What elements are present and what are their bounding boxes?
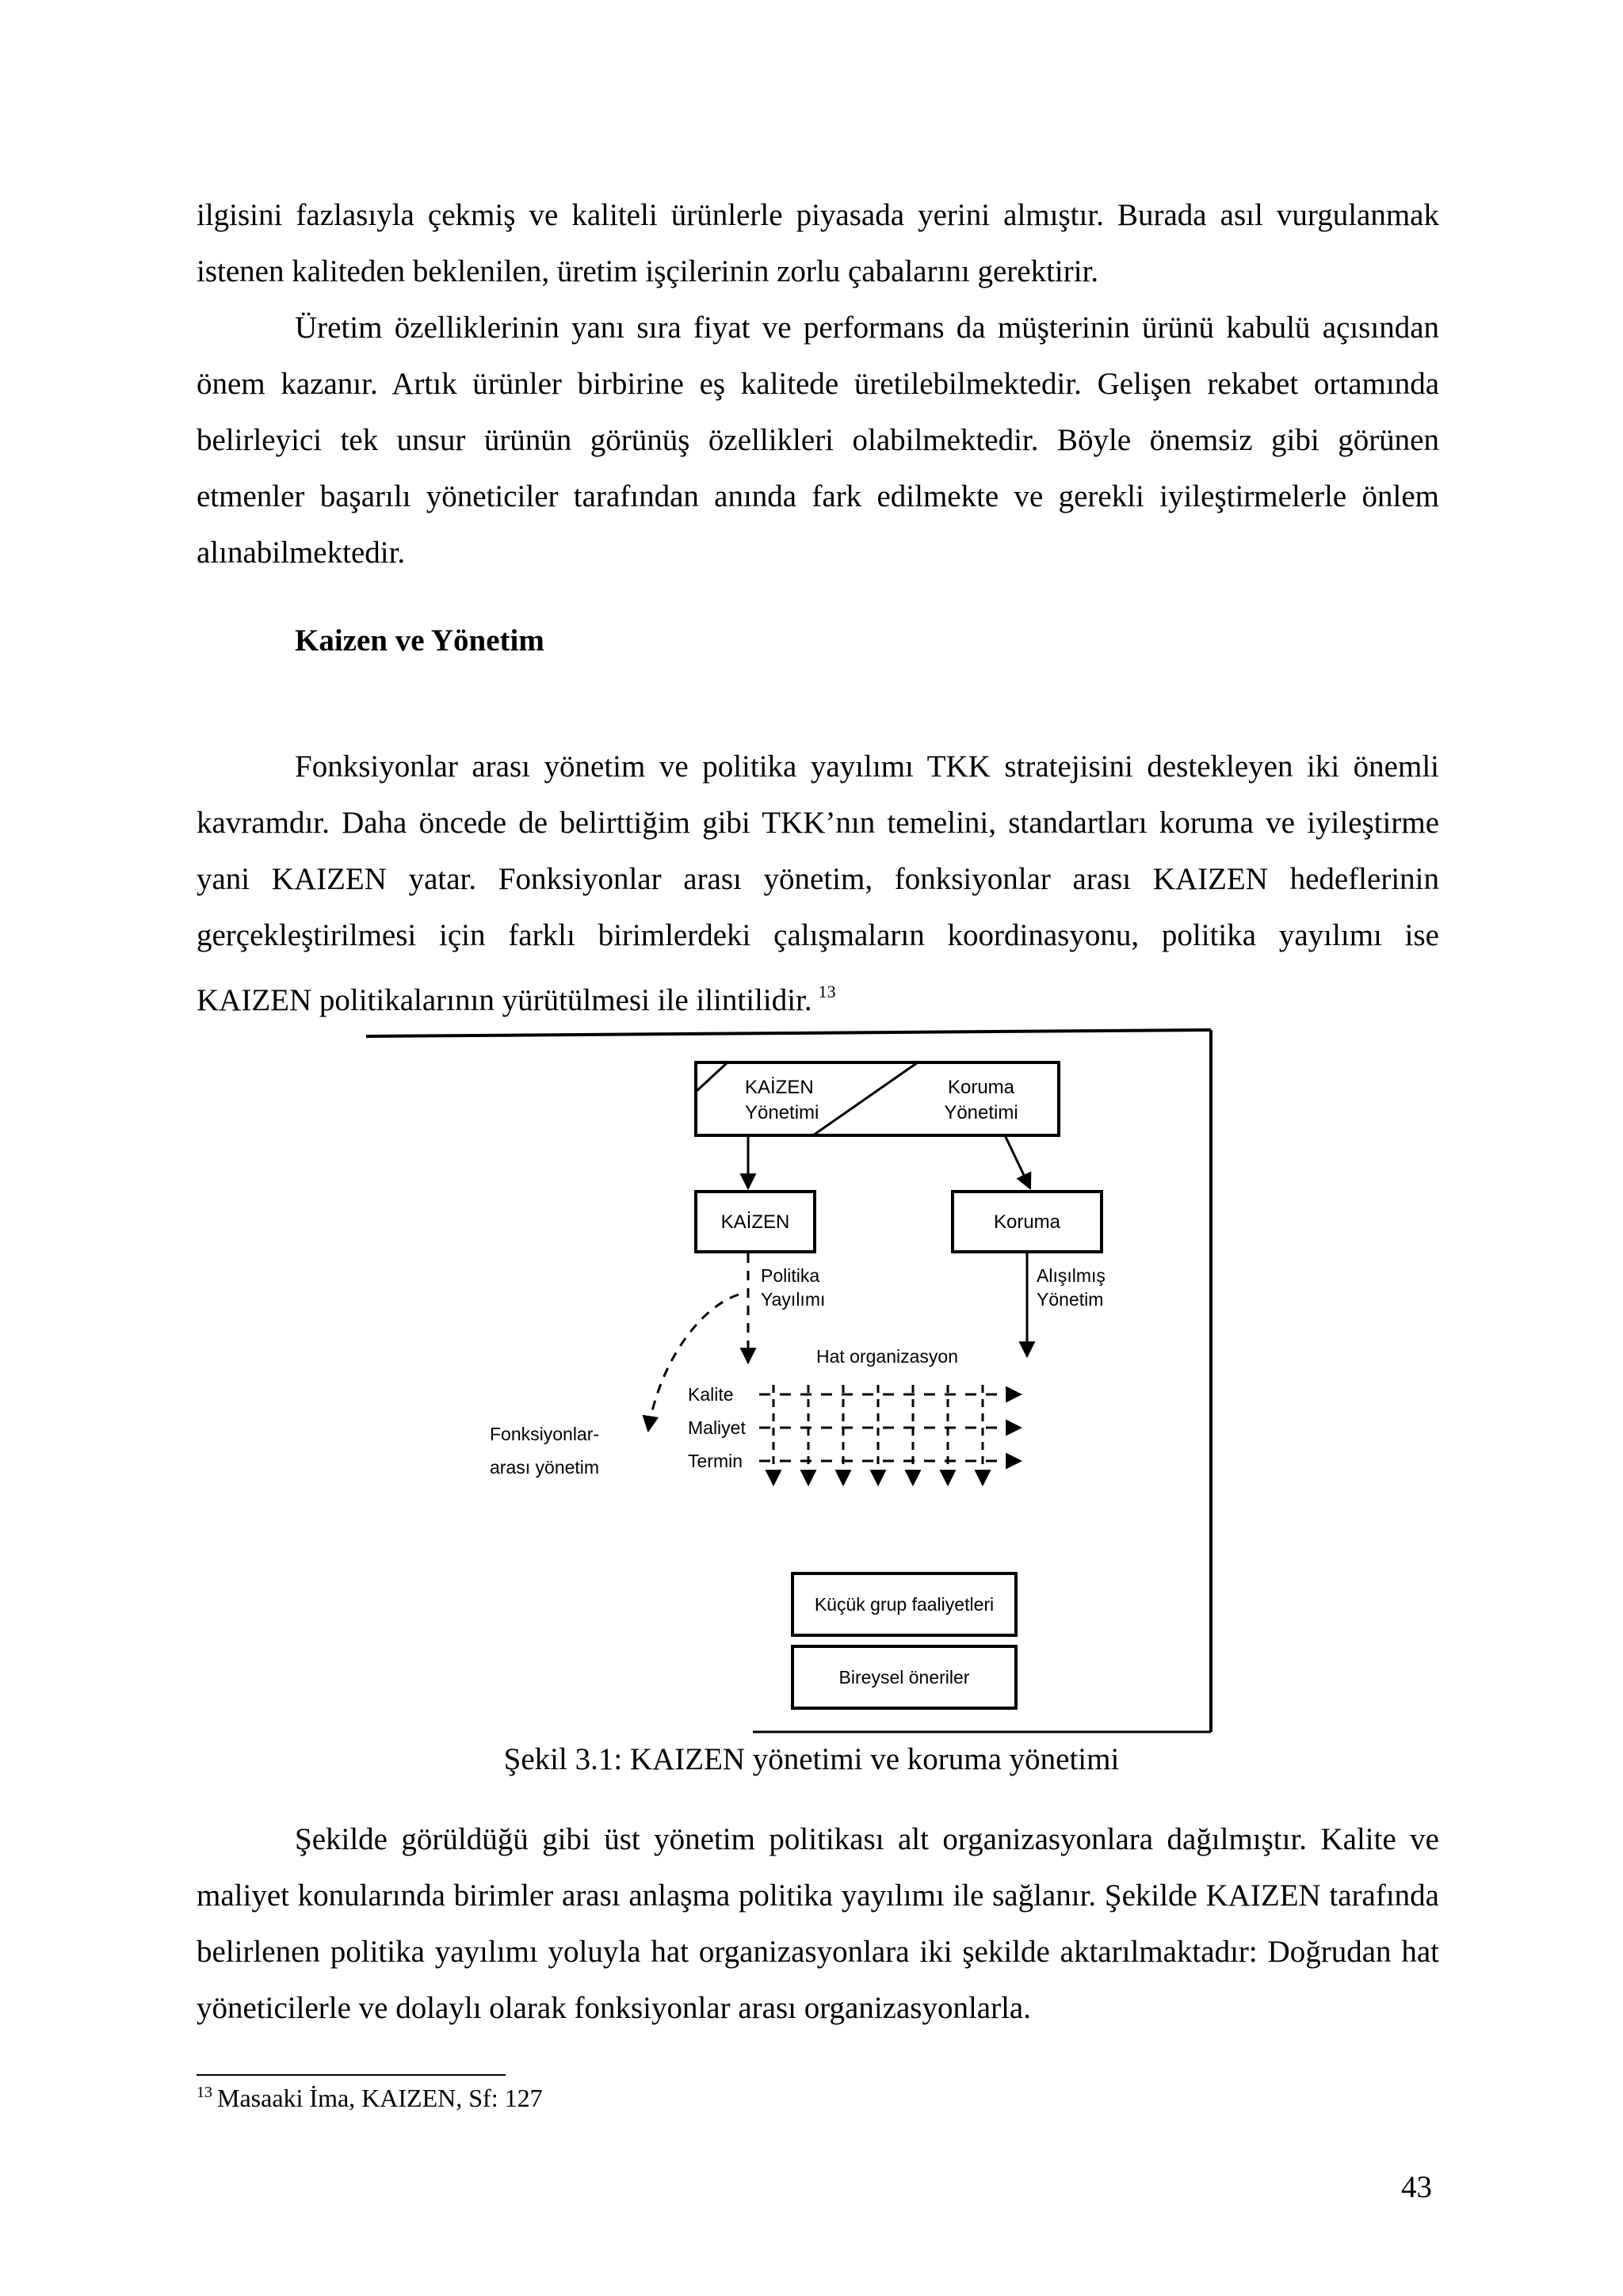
delivery-label: Termin xyxy=(688,1451,743,1471)
line-organization-grid xyxy=(759,1385,1021,1485)
footnote-reference: 13 xyxy=(818,982,836,1001)
cross-functional-arrow xyxy=(648,1295,739,1431)
cross-functional-label-1: Fonksiyonlar- xyxy=(490,1424,600,1444)
paragraph-2-text: Üretim özelliklerinin yanı sıra fiyat ve performans da müşterinin ürünü kabulü açısından önem kazanır. Artık ürünler birbirine eş kalitede üretilebilmektedir. Gelişen rekabet ortamında belirleyici tek unsur ürünün görünüş özellikleri olabilmektedir. Böyle önemsiz gibi görünen etmenler başarılı yöneticiler tarafından anında fark edilmekte ve gerekli iyileştirmelerle önlem alınabilmektedir. xyxy=(197,311,1439,570)
cross-functional-label-2: arası yönetim xyxy=(490,1457,600,1478)
kaizen-management-label-1: KAİZEN xyxy=(745,1077,814,1098)
paragraph-2 xyxy=(197,299,1439,581)
management-header-box xyxy=(696,1062,1059,1135)
figure-caption: Şekil 3.1: KAIZEN yönetimi ve koruma yönetimi xyxy=(503,1742,1120,1776)
paragraph-4 xyxy=(197,1811,1439,2036)
paragraph-4-text: Şekilde görüldüğü gibi üst yönetim politikası alt organizasyonlara dağılmıştır. Kalite ve maliyet konularında birimler arası anlaşma politika yayılımı ile sağlanır. Şekilde KAIZEN tarafında belirlenen politika yayılımı yoluyla hat organizasyonlara iki şekilde aktarılmaktadır: Doğrudan hat yöneticilerle ve dolaylı olarak fonksiyonlar arası organizasyonlarla. xyxy=(197,1822,1439,2025)
maintenance-management-label-2: Yönetimi xyxy=(944,1102,1018,1123)
cost-label: Maliyet xyxy=(688,1417,746,1438)
footnote-text: Masaaki İma, KAIZEN, Sf: 127 xyxy=(217,2084,543,2112)
suggestions-label: Bireysel öneriler xyxy=(838,1667,970,1688)
paragraph-1: ilgisini fazlasıyla çekmiş ve kaliteli ürünlerle piyasada yerini almıştır. Burada asıl vurgulanmak istenen kaliteden beklenilen, üretim işçilerinin zorlu çabalarını gerektirir. xyxy=(197,198,1439,288)
arrow-to-koruma xyxy=(1005,1135,1030,1188)
quality-label: Kalite xyxy=(688,1384,734,1405)
koruma-box-label: Koruma xyxy=(993,1211,1061,1233)
line-organization-label: Hat organizasyon xyxy=(816,1346,958,1367)
paragraph-3-text: Fonksiyonlar arası yönetim ve politika yayılımı TKK stratejisini destekleyen iki önemli kavramdır. Daha öncede de belirttiğim gibi TKK’nın temelini, standartları koruma ve iyileştirme yani KAIZEN yatar. Fonksiyonlar arası yönetim, fonksiyonlar arası KAIZEN hedeflerinin gerçekleştirilmesi için farklı birimlerdeki çalışmaların koordinasyonu, politika yayılımı ise KAIZEN politikalarının yürütülmesi ile ilintilidir. xyxy=(197,749,1439,1017)
maintenance-management-label-1: Koruma xyxy=(947,1077,1015,1098)
section-heading: Kaizen ve Yönetim xyxy=(295,624,544,658)
policy-label-2: Yayılımı xyxy=(761,1289,826,1310)
paragraph-3 xyxy=(197,738,1439,1028)
kaizen-box-label: KAİZEN xyxy=(720,1211,790,1233)
kaizen-figure xyxy=(365,1027,1220,1740)
footnote-number: 13 xyxy=(197,2084,212,2101)
page-number: 43 xyxy=(1401,2170,1432,2204)
routine-label-2: Yönetim xyxy=(1037,1289,1104,1310)
small-group-label: Küçük grup faaliyetleri xyxy=(814,1594,995,1615)
footnote xyxy=(197,2084,543,2113)
kaizen-management-label-2: Yönetimi xyxy=(745,1102,819,1123)
footnote-divider xyxy=(197,2074,506,2076)
policy-label-1: Politika xyxy=(761,1265,820,1286)
routine-label-1: Alışılmış xyxy=(1037,1265,1106,1286)
